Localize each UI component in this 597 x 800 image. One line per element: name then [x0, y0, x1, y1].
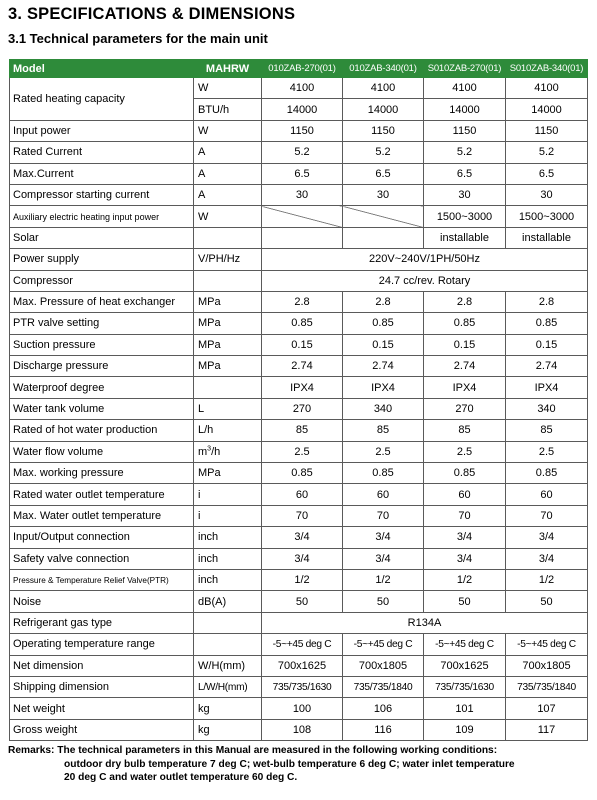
remarks-line-2: outdoor dry bulb temperature 7 deg C; wet-bulb temperature 6 deg C; water inlet temperature	[64, 758, 515, 770]
value-cell: 1500~3000	[424, 206, 506, 227]
value-cell: 60	[343, 484, 424, 505]
value-cell: 4100	[424, 78, 506, 99]
param-label: Solar	[10, 227, 194, 248]
value-cell: 0.15	[343, 334, 424, 355]
value-cell: 6.5	[424, 163, 506, 184]
unit-cell: MPa	[194, 334, 262, 355]
unit-cell	[194, 612, 262, 633]
unit-cell: W/H(mm)	[194, 655, 262, 676]
spec-table	[9, 59, 588, 741]
value-cell: 270	[262, 398, 343, 419]
value-cell: 5.2	[262, 142, 343, 163]
param-label: Rated heating capacity	[10, 78, 194, 121]
param-label: Refrigerant gas type	[10, 612, 194, 633]
param-label: Net weight	[10, 698, 194, 719]
table-row	[10, 184, 588, 205]
unit-cell: A	[194, 163, 262, 184]
value-cell: 2.74	[343, 356, 424, 377]
header-model-3: S010ZAB-270(01)	[424, 60, 506, 78]
value-cell: 0.85	[424, 313, 506, 334]
table-row	[10, 334, 588, 355]
unit-cell: L/W/H(mm)	[194, 676, 262, 697]
value-cell: 0.15	[424, 334, 506, 355]
value-cell: 70	[262, 505, 343, 526]
page-title: 3. SPECIFICATIONS & DIMENSIONS	[8, 5, 296, 23]
value-cell: 4100	[262, 78, 343, 99]
param-label: Rated Current	[10, 142, 194, 163]
param-label: Power supply	[10, 249, 194, 270]
param-label: Rated of hot water production	[10, 420, 194, 441]
value-cell: 340	[343, 398, 424, 419]
table-row	[10, 441, 588, 462]
value-cell: 0.15	[506, 334, 588, 355]
table-row	[10, 698, 588, 719]
unit-cell: MPa	[194, 313, 262, 334]
table-row	[10, 313, 588, 334]
value-cell: 3/4	[343, 527, 424, 548]
value-cell: 1500~3000	[506, 206, 588, 227]
value-cell: 0.85	[424, 463, 506, 484]
value-cell	[262, 227, 343, 248]
param-label: Input/Output connection	[10, 527, 194, 548]
unit-cell: dB(A)	[194, 591, 262, 612]
value-cell: 1150	[506, 120, 588, 141]
value-cell: 700x1625	[262, 655, 343, 676]
value-cell: 1150	[262, 120, 343, 141]
value-cell: 3/4	[506, 548, 588, 569]
table-row	[10, 484, 588, 505]
value-cell: 30	[424, 184, 506, 205]
unit-cell: inch	[194, 569, 262, 590]
value-cell: 3/4	[506, 527, 588, 548]
value-cell: 4100	[343, 78, 424, 99]
value-cell: 0.85	[506, 313, 588, 334]
value-cell: 109	[424, 719, 506, 740]
value-cell: 1150	[343, 120, 424, 141]
value-cell: 5.2	[424, 142, 506, 163]
table-row	[10, 270, 588, 291]
value-cell: 1/2	[424, 569, 506, 590]
param-label: Water tank volume	[10, 398, 194, 419]
merged-value-cell: 220V~240V/1PH/50Hz	[262, 249, 588, 270]
value-cell: 1150	[424, 120, 506, 141]
param-label: Noise	[10, 591, 194, 612]
value-cell: -5~+45 deg C	[506, 634, 588, 655]
param-label: Net dimension	[10, 655, 194, 676]
value-cell: 2.5	[262, 441, 343, 462]
unit-cell: W	[194, 120, 262, 141]
value-cell: 2.74	[506, 356, 588, 377]
value-cell: 735/735/1840	[506, 676, 588, 697]
unit-cell: MPa	[194, 356, 262, 377]
value-cell: 0.85	[343, 463, 424, 484]
value-cell: 116	[343, 719, 424, 740]
value-cell: 2.74	[424, 356, 506, 377]
value-cell: 30	[343, 184, 424, 205]
unit-cell: MPa	[194, 291, 262, 312]
table-row	[10, 249, 588, 270]
table-row	[10, 655, 588, 676]
value-cell: 50	[343, 591, 424, 612]
table-row	[10, 398, 588, 419]
value-cell: IPX4	[424, 377, 506, 398]
value-cell: -5~+45 deg C	[262, 634, 343, 655]
value-cell: 6.5	[506, 163, 588, 184]
param-label: Auxiliary electric heating input power	[10, 206, 194, 227]
value-cell: 2.5	[424, 441, 506, 462]
value-cell: 60	[262, 484, 343, 505]
value-cell: 2.74	[262, 356, 343, 377]
value-cell: 85	[343, 420, 424, 441]
value-cell: 30	[262, 184, 343, 205]
value-cell: IPX4	[262, 377, 343, 398]
table-row	[10, 291, 588, 312]
table-header-row	[10, 60, 588, 78]
value-cell: installable	[506, 227, 588, 248]
value-cell: 2.8	[262, 291, 343, 312]
value-cell: 0.85	[262, 463, 343, 484]
value-cell: 340	[506, 398, 588, 419]
value-cell: 735/735/1840	[343, 676, 424, 697]
unit-tail: /h	[211, 445, 221, 458]
value-cell: 0.85	[262, 313, 343, 334]
unit-cell: L/h	[194, 420, 262, 441]
value-cell	[343, 227, 424, 248]
value-cell: 2.5	[506, 441, 588, 462]
value-cell: 70	[343, 505, 424, 526]
value-cell: 1/2	[506, 569, 588, 590]
table-row	[10, 356, 588, 377]
unit-cell: W	[194, 206, 262, 227]
unit-cell: kg	[194, 719, 262, 740]
header-model-4: S010ZAB-340(01)	[506, 60, 588, 78]
value-cell: -5~+45 deg C	[424, 634, 506, 655]
header-model-1: 010ZAB-270(01)	[262, 60, 343, 78]
param-label: Input power	[10, 120, 194, 141]
value-cell: 1/2	[343, 569, 424, 590]
table-row	[10, 463, 588, 484]
param-label: PTR valve setting	[10, 313, 194, 334]
value-cell: 1/2	[262, 569, 343, 590]
unit-cell	[194, 377, 262, 398]
remarks-note	[8, 744, 515, 785]
table-row	[10, 719, 588, 740]
value-cell: 14000	[343, 99, 424, 120]
empty-slash-cell	[262, 206, 343, 227]
param-label: Shipping dimension	[10, 676, 194, 697]
value-cell: 270	[424, 398, 506, 419]
value-cell: 106	[343, 698, 424, 719]
table-row	[10, 527, 588, 548]
table-row	[10, 676, 588, 697]
table-row	[10, 634, 588, 655]
value-cell: IPX4	[343, 377, 424, 398]
table-row	[10, 569, 588, 590]
table-row	[10, 591, 588, 612]
header-model: Model	[10, 60, 194, 78]
param-label: Operating temperature range	[10, 634, 194, 655]
remarks-line-1: Remarks: The technical parameters in this Manual are measured in the following working conditions:	[8, 745, 498, 756]
table-row	[10, 505, 588, 526]
header-model-2: 010ZAB-340(01)	[343, 60, 424, 78]
value-cell: 700x1805	[343, 655, 424, 676]
unit-cell: V/PH/Hz	[194, 249, 262, 270]
unit-cell: kg	[194, 698, 262, 719]
param-label: Max. Water outlet temperature	[10, 505, 194, 526]
value-cell: 70	[506, 505, 588, 526]
value-cell: 108	[262, 719, 343, 740]
param-label: Waterproof degree	[10, 377, 194, 398]
unit-cell: i	[194, 484, 262, 505]
value-cell: 2.5	[343, 441, 424, 462]
unit-cell: BTU/h	[194, 99, 262, 120]
merged-value-cell: R134A	[262, 612, 588, 633]
value-cell: 14000	[262, 99, 343, 120]
param-label: Suction pressure	[10, 334, 194, 355]
value-cell: 3/4	[262, 527, 343, 548]
section-title: 3.1 Technical parameters for the main unit	[8, 31, 268, 46]
table-row	[10, 420, 588, 441]
value-cell: 117	[506, 719, 588, 740]
value-cell: 3/4	[424, 548, 506, 569]
param-label: Compressor	[10, 270, 194, 291]
unit-cell: L	[194, 398, 262, 419]
value-cell: 700x1625	[424, 655, 506, 676]
unit-cell	[194, 270, 262, 291]
param-label: Compressor starting current	[10, 184, 194, 205]
param-label: Max. working pressure	[10, 463, 194, 484]
value-cell: 3/4	[262, 548, 343, 569]
value-cell: 5.2	[343, 142, 424, 163]
value-cell: 5.2	[506, 142, 588, 163]
unit-cell: A	[194, 184, 262, 205]
value-cell: 101	[424, 698, 506, 719]
value-cell: 50	[506, 591, 588, 612]
param-label: Max. Pressure of heat exchanger	[10, 291, 194, 312]
table-row	[10, 142, 588, 163]
param-label: Pressure & Temperature Relief Valve(PTR)	[10, 569, 194, 590]
param-label: Max.Current	[10, 163, 194, 184]
table-row	[10, 612, 588, 633]
value-cell: 735/735/1630	[262, 676, 343, 697]
table-row	[10, 377, 588, 398]
empty-slash-cell	[343, 206, 424, 227]
value-cell: 30	[506, 184, 588, 205]
value-cell: 107	[506, 698, 588, 719]
param-label: Water flow volume	[10, 441, 194, 462]
value-cell: 0.15	[262, 334, 343, 355]
unit-cell: A	[194, 142, 262, 163]
value-cell: 85	[424, 420, 506, 441]
value-cell: installable	[424, 227, 506, 248]
value-cell: 4100	[506, 78, 588, 99]
value-cell: 100	[262, 698, 343, 719]
value-cell: 6.5	[343, 163, 424, 184]
value-cell: -5~+45 deg C	[343, 634, 424, 655]
unit-cell: inch	[194, 527, 262, 548]
param-label: Gross weight	[10, 719, 194, 740]
value-cell: 3/4	[424, 527, 506, 548]
unit-cell	[194, 634, 262, 655]
value-cell: 0.85	[343, 313, 424, 334]
value-cell: 50	[262, 591, 343, 612]
value-cell: 2.8	[424, 291, 506, 312]
value-cell: 60	[424, 484, 506, 505]
param-label: Discharge pressure	[10, 356, 194, 377]
value-cell: 70	[424, 505, 506, 526]
value-cell: 700x1805	[506, 655, 588, 676]
unit-cell	[194, 227, 262, 248]
value-cell: 6.5	[262, 163, 343, 184]
value-cell: 14000	[506, 99, 588, 120]
table-row	[10, 120, 588, 141]
value-cell: 3/4	[343, 548, 424, 569]
value-cell: 2.8	[343, 291, 424, 312]
value-cell: 0.85	[506, 463, 588, 484]
table-row	[10, 227, 588, 248]
unit-superscript: 3	[207, 445, 212, 453]
table-row	[10, 548, 588, 569]
table-row	[10, 206, 588, 227]
unit-cell: MPa	[194, 463, 262, 484]
value-cell: 2.8	[506, 291, 588, 312]
table-row	[10, 78, 588, 99]
value-cell: 50	[424, 591, 506, 612]
unit-cell: i	[194, 505, 262, 526]
param-label: Rated water outlet temperature	[10, 484, 194, 505]
remarks-line-3: 20 deg C and water outlet temperature 60 deg C.	[64, 772, 298, 783]
value-cell: 85	[506, 420, 588, 441]
unit-base: m	[198, 445, 208, 458]
value-cell: 60	[506, 484, 588, 505]
unit-cell: inch	[194, 548, 262, 569]
merged-value-cell: 24.7 cc/rev. Rotary	[262, 270, 588, 291]
param-label: Safety valve connection	[10, 548, 194, 569]
table-row	[10, 163, 588, 184]
unit-cell	[194, 441, 262, 462]
value-cell: 735/735/1630	[424, 676, 506, 697]
value-cell: 85	[262, 420, 343, 441]
value-cell: 14000	[424, 99, 506, 120]
value-cell: IPX4	[506, 377, 588, 398]
unit-cell: W	[194, 78, 262, 99]
header-unit: MAHRW	[194, 60, 262, 78]
